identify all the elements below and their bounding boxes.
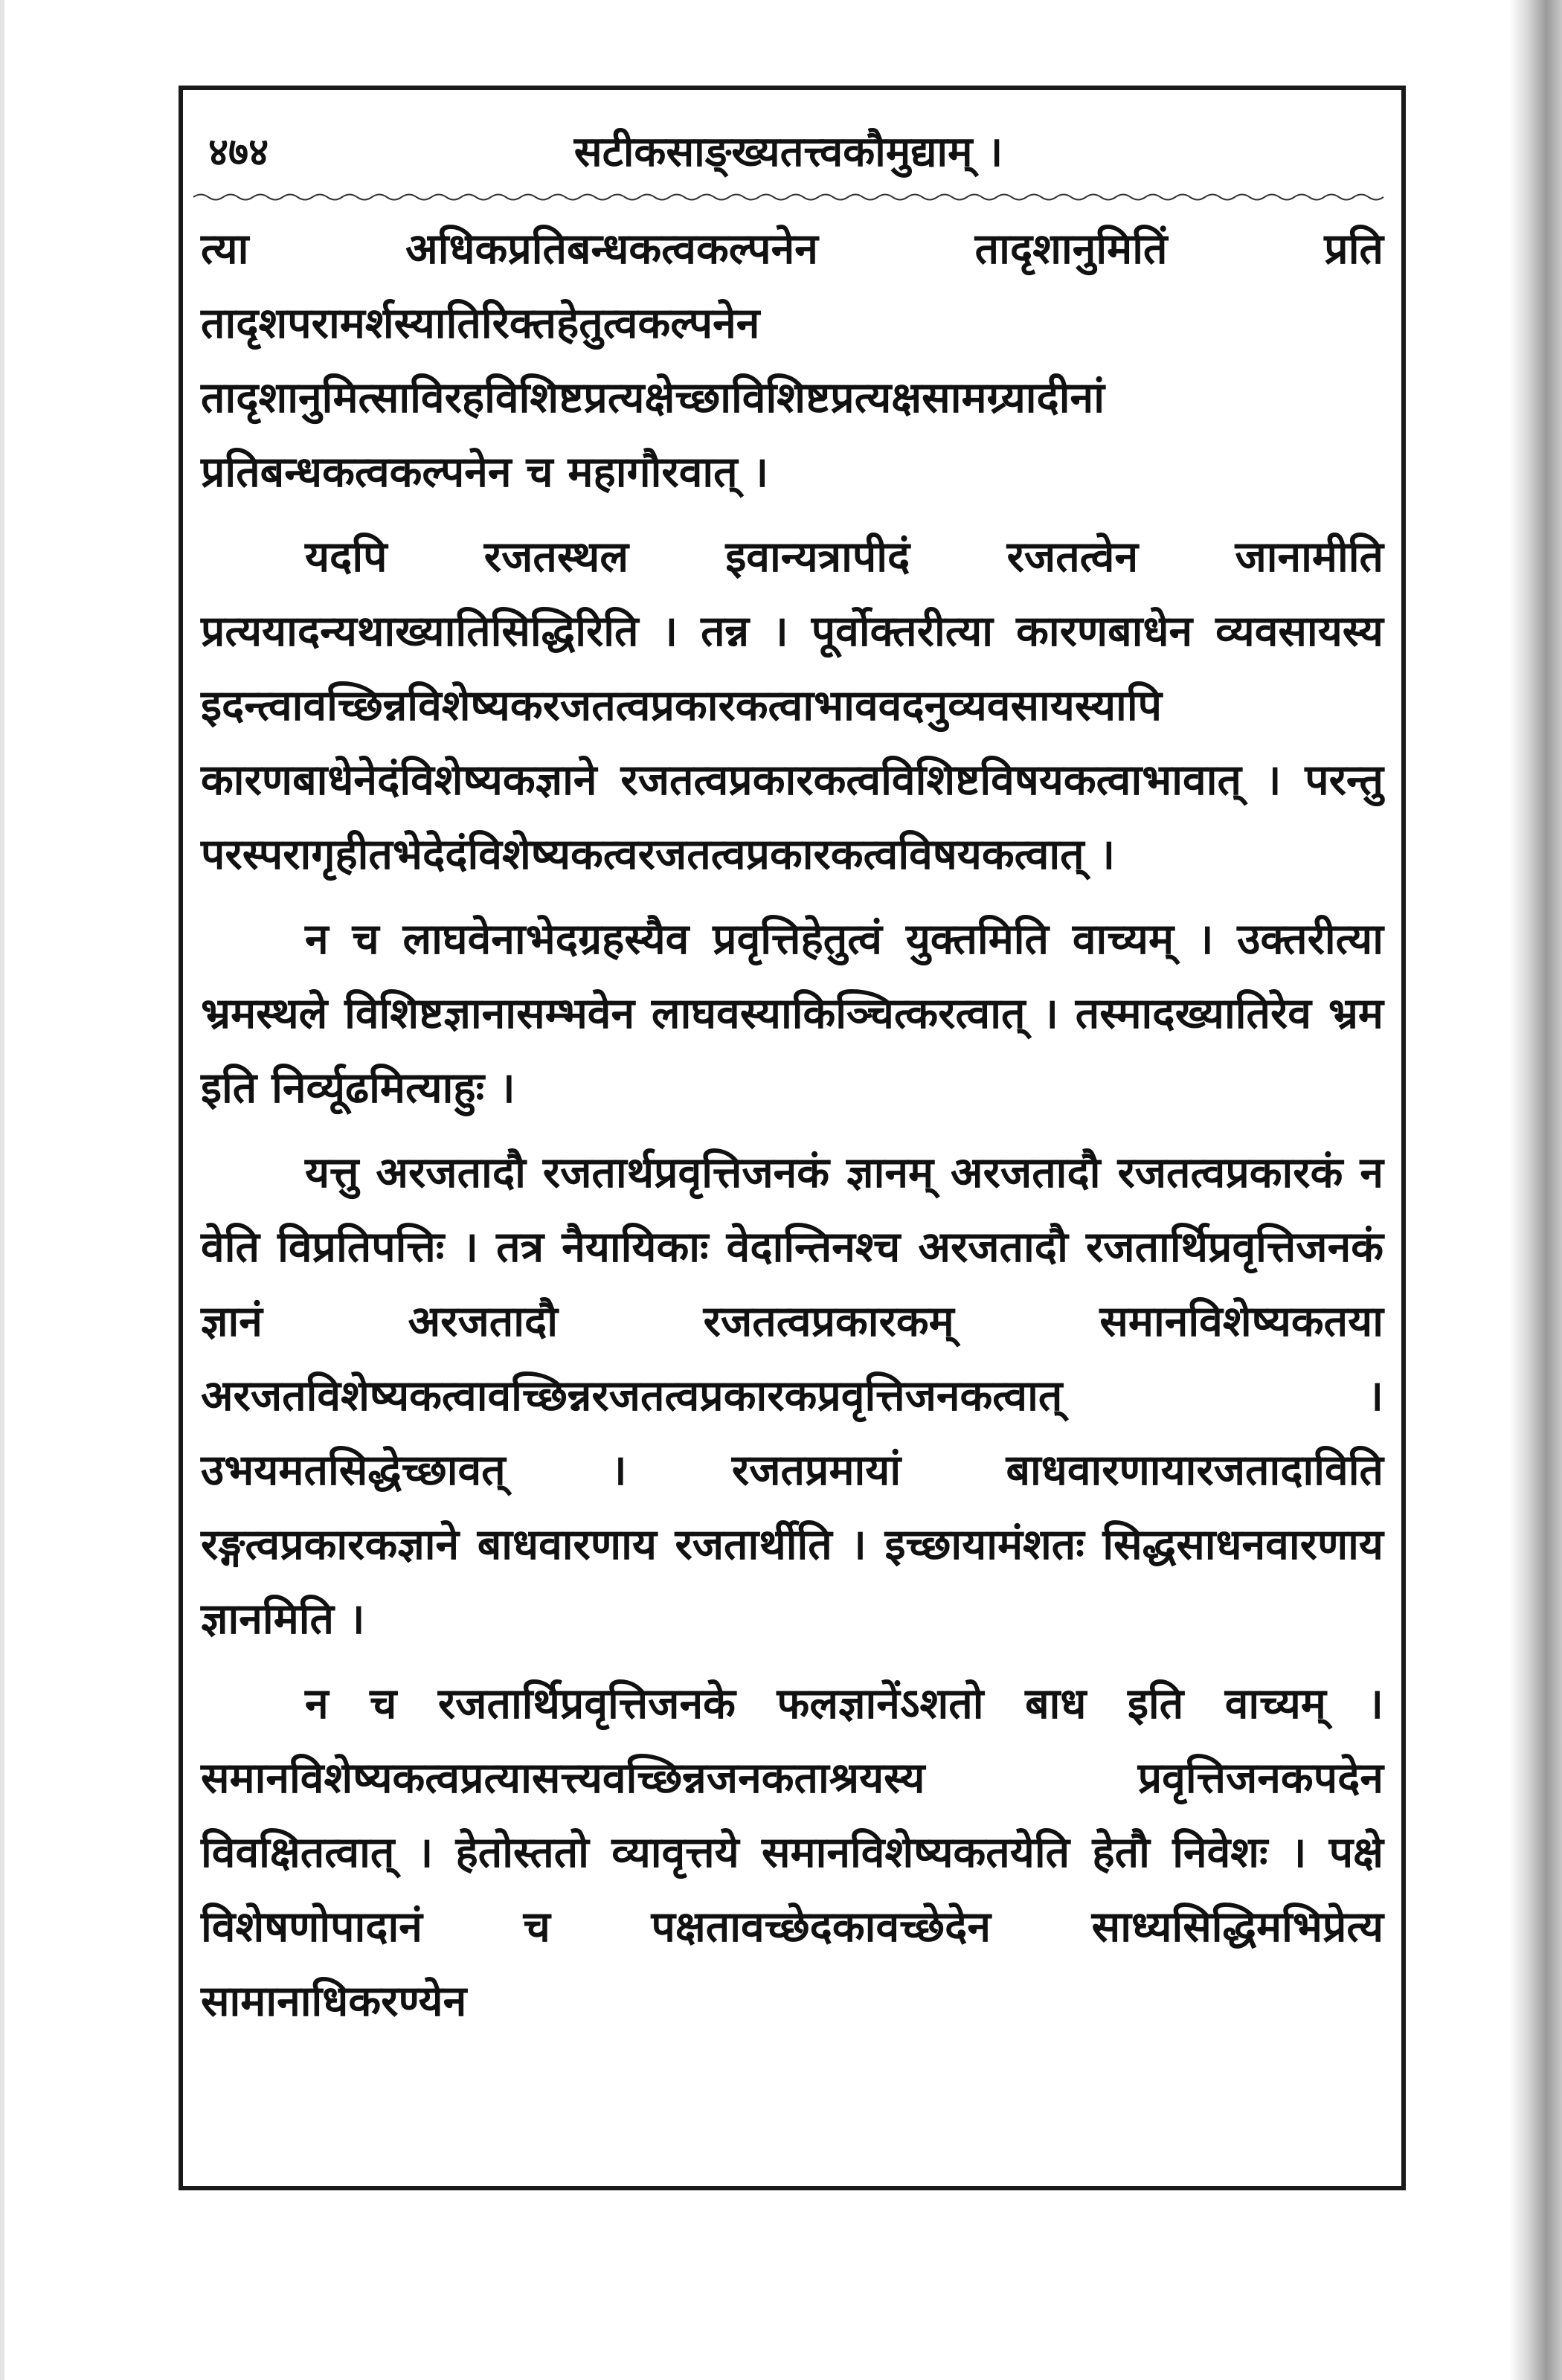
running-title: सटीकसाङ्ख्यतत्त्वकौमुद्याम् । (573, 128, 1003, 176)
paragraph-2: यदपि रजतस्थल इवान्यत्रापीदं रजतत्वेन जानामीति प्रत्ययादन्यथाख्यातिसिद्धिरिति । तन्न । पूर्वोक्तरीत्या कारणबाधेन व्यवसायस्य इदन्त्वावच्छिन्नविशेष्यकरजतत्वप्रकारकत्वाभाववदनुव्यवसायस्यापि कारणबाधेनेदंविशेष्यकज्ञाने रजतत्वप्रकारकत्वविशिष्टविषयकत्वाभावात् । परन्तु परस्परागृहीतभेदेदंविशेष्यकत्वरजतत्वप्रकारकत्वविषयकत्वात् । (201, 533, 1383, 879)
body-text (201, 212, 1383, 2049)
scan-left-edge (0, 0, 4, 2380)
page-number: ४७४ (208, 130, 269, 175)
paragraph-4: यत्तु अरजतादौ रजतार्थप्रवृत्तिजनकं ज्ञानम् अरजतादौ रजतत्वप्रकारकं न वेति विप्रतिपत्तिः । तत्र नैयायिकाः वेदान्तिनश्च अरजतादौ रजतार्थिप्रवृत्तिजनकं ज्ञानं अरजतादौ रजतत्वप्रकारकम् समानविशेष्यकतया अरजतविशेष्यकत्वावच्छिन्नरजतत्वप्रकारकप्रवृत्तिजनकत्वात् । उभयमतसिद्धेच्छावत् । रजतप्रमायां बाधवारणायारजतादाविति रङ्गत्वप्रकारकज्ञाने बाधवारणाय रजतार्थीति । इच्छायामंशतः सिद्धसाधनवारणाय ज्ञानमिति । (201, 1148, 1383, 1644)
scan-shadow-right (1510, 0, 1562, 2380)
paragraph-5: न च रजतार्थिप्रवृत्तिजनके फलज्ञानेंऽशतो बाध इति वाच्यम् । समानविशेष्यकत्वप्रत्यासत्त्यवच्छिन्नजनकताश्रयस्य प्रवृत्तिजनकपदेन विवक्षितत्वात् । हेतोस्ततो व्यावृत्तये समानविशेष्यकतयेति हेतौ निवेशः । पक्षे विशेषणोपादानं च पक्षतावच्छेदकावच्छेदेन साध्यसिद्धिमभिप्रेत्य सामानाधिकरण्येन (201, 1679, 1383, 2026)
paragraph-3: न च लाघवेनाभेदग्रहस्यैव प्रवृत्तिहेतुत्वं युक्तमिति वाच्यम् । उक्तरीत्या भ्रमस्थले विशिष्टज्ञानासम्भवेन लाघवस्याकिञ्चित्करत्वात् । तस्मादख्यातिरेव भ्रम इति निर्व्यूढमित्याहुः । (201, 915, 1383, 1113)
page-header (193, 123, 1391, 182)
wavy-rule-divider (193, 190, 1391, 205)
paragraph-1: त्या अधिकप्रतिबन्धकत्वकल्पनेन तादृशानुमितिं प्रति तादृशपरामर्शस्यातिरिक्तहेतुत्वकल्पनेन तादृशानुमित्साविरहविशिष्टप्रत्यक्षेच्छाविशिष्टप्रत्यक्षसामग्र्यादीनां प्रतिबन्धकत्वकल्पनेन च महागौरवात् । (201, 225, 1383, 497)
